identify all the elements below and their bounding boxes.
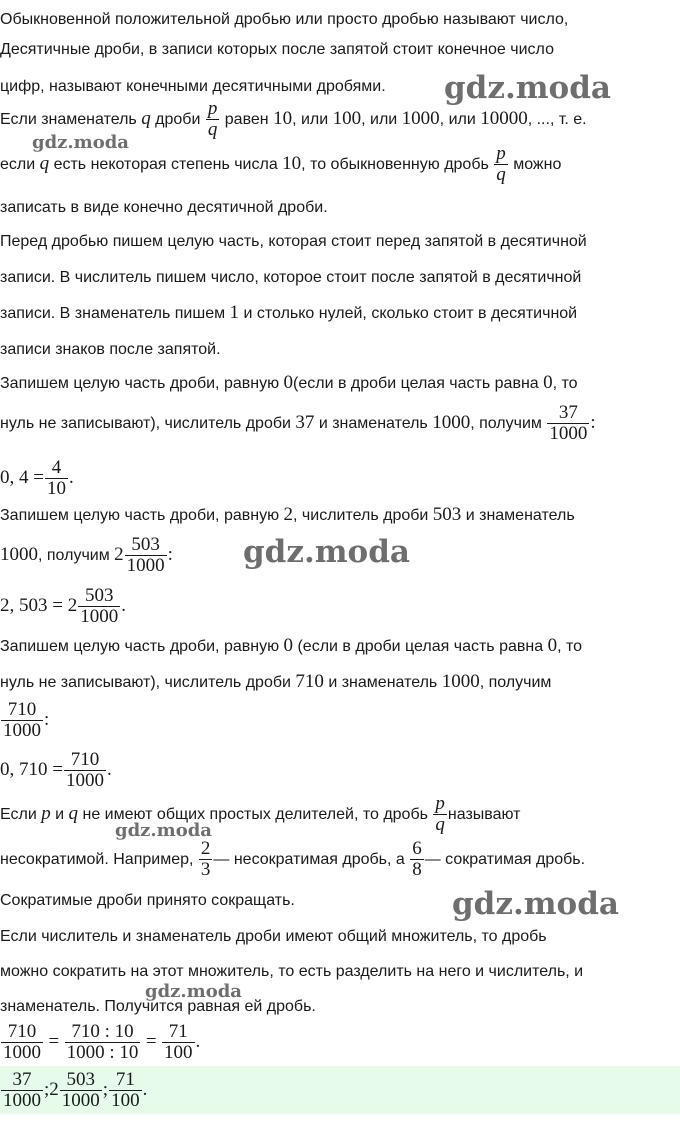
text-line — [0, 303, 680, 324]
text-line — [0, 232, 680, 252]
fraction — [199, 839, 213, 880]
text-span: Запишем целую часть дроби, равную — [0, 507, 284, 524]
math-sign: . — [106, 759, 112, 780]
text-span: не имеют общих простых делителей, то дробь — [78, 806, 433, 823]
paragraph-text: записи знаков после запятой. — [0, 341, 221, 358]
paragraph-text: цифр, называют конечными десятичными дробями. — [0, 78, 386, 95]
text-span: — несократимая дробь, а — [213, 851, 410, 868]
text-span: и столько нулей, сколько стоит в десятичной — [239, 305, 578, 322]
text-line — [0, 636, 680, 657]
fraction — [64, 750, 106, 791]
denominator: 1000 — [126, 555, 165, 577]
text-line — [0, 340, 680, 360]
numerator: 2 — [200, 838, 211, 860]
fraction — [109, 1070, 142, 1111]
numerator: p — [496, 143, 506, 165]
text-span: Если знаменатель — [0, 111, 142, 128]
denominator: 1000 — [80, 606, 119, 628]
paragraph-text: Если числитель и знаменатель дроби имеют общий множитель, то дробь — [0, 928, 547, 945]
text-span: Запишем целую часть дроби, равную — [0, 638, 284, 655]
text-span: несократимой. Например, — [0, 851, 198, 868]
watermark: gdz.moda — [115, 820, 212, 841]
text-span: (если в дроби целая часть равна — [293, 375, 544, 392]
math-var: p — [41, 803, 51, 824]
math-sign: ; — [102, 1079, 109, 1100]
text-line — [0, 10, 680, 30]
math-var: q — [141, 108, 151, 129]
fraction — [410, 839, 424, 880]
denominator: 1000 — [61, 1090, 100, 1112]
math-num: 0 — [283, 372, 294, 393]
paragraph-text: Десятичные дроби, в записи которых после запятой стоит конечное число — [0, 41, 554, 58]
text-span: и знаменатель — [323, 674, 442, 691]
text-line — [0, 268, 680, 288]
text-line — [0, 40, 680, 60]
math-num: 37 — [295, 412, 315, 433]
math-expr: 0, 4 = — [0, 467, 44, 488]
math-expr: 2, 503 = 2 — [0, 595, 78, 616]
text-line — [0, 794, 680, 835]
math-sign: : — [590, 412, 596, 433]
paragraph-text: Сократимые дроби принято сокращать. — [0, 892, 295, 909]
text-span: , или — [292, 111, 333, 128]
denominator: 1000 — [3, 1090, 41, 1112]
text-line — [0, 373, 680, 394]
numerator: 710 — [1, 1022, 43, 1043]
watermark: gdz.moda — [243, 534, 410, 570]
denominator: q — [207, 119, 218, 141]
denominator: 1000 — [3, 720, 41, 742]
math-sign: . — [142, 1079, 148, 1100]
text-span: записи. В знаменатель пишем — [0, 305, 230, 322]
denominator: 8 — [412, 859, 422, 881]
math-num: 10 — [273, 108, 293, 129]
text-span: , то — [557, 638, 582, 655]
numerator: 503 — [125, 535, 167, 556]
watermark: gdz.moda — [145, 981, 242, 1002]
numerator: 6 — [412, 838, 422, 860]
math-num: 710 — [295, 671, 324, 692]
watermark: gdz.moda — [452, 886, 619, 922]
text-span: можно — [508, 156, 562, 173]
text-span: если — [0, 156, 40, 173]
text-line — [0, 505, 680, 526]
denominator: 1000 — [3, 1042, 41, 1064]
fraction — [1, 700, 43, 741]
fraction — [547, 403, 589, 444]
math-sign: . — [68, 467, 74, 488]
text-span: (если в дроби целая часть равна — [293, 638, 548, 655]
math-num: 10 — [282, 153, 302, 174]
paragraph-text: записать в виде конечно десятичной дроби. — [0, 199, 328, 216]
denominator: 1000 — [549, 423, 588, 445]
math-num: 100 — [332, 108, 362, 129]
watermark: gdz.moda — [444, 70, 611, 106]
answer-line — [0, 1068, 680, 1113]
math-sign: . — [195, 1031, 201, 1052]
math-expr: 0, 710 = — [0, 759, 63, 780]
text-span: , или — [439, 111, 481, 128]
text-span: , числитель дроби — [293, 507, 433, 524]
math-num: 2 — [283, 504, 294, 525]
numerator: 710 — [1, 700, 43, 721]
math-sign: : — [167, 544, 173, 565]
text-span: и знаменатель — [461, 507, 575, 524]
numerator: p — [435, 793, 445, 815]
fraction — [78, 586, 120, 627]
watermark: gdz.moda — [32, 132, 129, 153]
math-line — [0, 748, 680, 793]
denominator: 100 — [111, 1090, 140, 1112]
math-num: 0 — [547, 635, 558, 656]
math-sign: = — [145, 1031, 157, 1052]
numerator: 503 — [60, 1070, 102, 1091]
paragraph-text: Перед дробью пишем целую часть, которая стоит перед запятой в десятичной — [0, 233, 587, 250]
text-line — [0, 672, 680, 693]
math-num: 1000 — [401, 108, 440, 129]
text-span: — сократимая дробь. — [424, 851, 586, 868]
numerator: 37 — [547, 403, 589, 424]
math-var: q — [68, 803, 79, 824]
denominator: 10 — [46, 478, 66, 500]
paragraph-text: знаменатель. Получится равная ей дробь. — [0, 998, 316, 1015]
numerator: 710 : 10 — [65, 1022, 141, 1043]
math-line — [0, 584, 680, 629]
fraction — [65, 1022, 141, 1063]
fraction — [162, 1022, 195, 1063]
math-num: 10000 — [480, 108, 528, 129]
numerator: 37 — [1, 1070, 43, 1091]
fraction — [494, 144, 508, 185]
math-sign: . — [121, 595, 126, 616]
math-num: 1000 — [441, 671, 480, 692]
text-span: , то обыкновенную дробь — [301, 156, 494, 173]
text-span: нуль не записывают), числитель дроби — [0, 415, 296, 432]
text-span: , получим — [479, 674, 552, 691]
math-line — [0, 1020, 680, 1065]
text-span: равен — [220, 111, 274, 128]
text-span: , получим — [38, 547, 115, 564]
fraction — [433, 794, 447, 835]
denominator: q — [496, 164, 506, 186]
math-num: 2 — [49, 1079, 59, 1100]
math-num: 0 — [543, 372, 553, 393]
text-line — [0, 198, 680, 218]
text-line — [0, 398, 680, 449]
denominator: 1000 — [65, 770, 104, 792]
text-line — [0, 962, 680, 982]
text-span: нуль не записывают), числитель дроби — [0, 674, 296, 691]
fraction — [45, 458, 68, 499]
text-span: Если — [0, 806, 42, 823]
math-num: 0 — [283, 635, 294, 656]
paragraph-text: можно сократить на этот множитель, то есть разделить на него и числитель, и — [0, 963, 584, 980]
fraction — [1, 1070, 43, 1111]
text-span: называют — [447, 806, 521, 823]
text-span: есть некоторая степень числа — [49, 156, 283, 173]
math-num: 1000 — [432, 412, 471, 433]
numerator: 71 — [109, 1070, 142, 1091]
fraction — [60, 1070, 102, 1111]
numerator: 503 — [78, 586, 120, 607]
math-var: q — [39, 153, 50, 174]
math-sign: : — [44, 709, 50, 730]
text-span: , или — [361, 111, 402, 128]
math-num: 2 — [114, 544, 124, 565]
denominator: 100 — [164, 1042, 193, 1064]
math-num: 503 — [432, 504, 462, 525]
fraction — [1, 1022, 43, 1063]
math-num: 1 — [229, 302, 240, 323]
text-span: и — [50, 806, 69, 823]
denominator: 3 — [200, 859, 211, 881]
text-span: Запишем целую часть дроби, равную — [0, 375, 284, 392]
math-line — [0, 456, 680, 501]
text-span: , получим — [470, 415, 547, 432]
paragraph-text: Обыкновенной положительной дробью или просто дробью называют число, — [0, 11, 569, 28]
paragraph-text: записи. В числитель пишем число, которое стоит после запятой в десятичной — [0, 269, 582, 286]
denominator: 1000 : 10 — [66, 1042, 139, 1064]
denominator: q — [435, 814, 445, 836]
numerator: 71 — [162, 1022, 195, 1043]
numerator: p — [207, 98, 218, 120]
text-span: дроби — [150, 111, 205, 128]
numerator: 710 — [64, 750, 106, 771]
text-span: , ..., т. е. — [527, 111, 587, 128]
text-span: и знаменатель — [314, 415, 433, 432]
numerator: 4 — [45, 458, 68, 479]
math-line — [0, 698, 680, 743]
text-line — [0, 927, 680, 947]
fraction — [125, 535, 167, 576]
math-sign: ; — [44, 1079, 50, 1100]
text-line — [0, 997, 680, 1017]
math-num: 1000 — [0, 544, 38, 565]
text-line — [0, 838, 680, 882]
fraction — [206, 99, 220, 140]
text-span: , то — [552, 375, 578, 392]
math-sign: = — [48, 1031, 60, 1052]
